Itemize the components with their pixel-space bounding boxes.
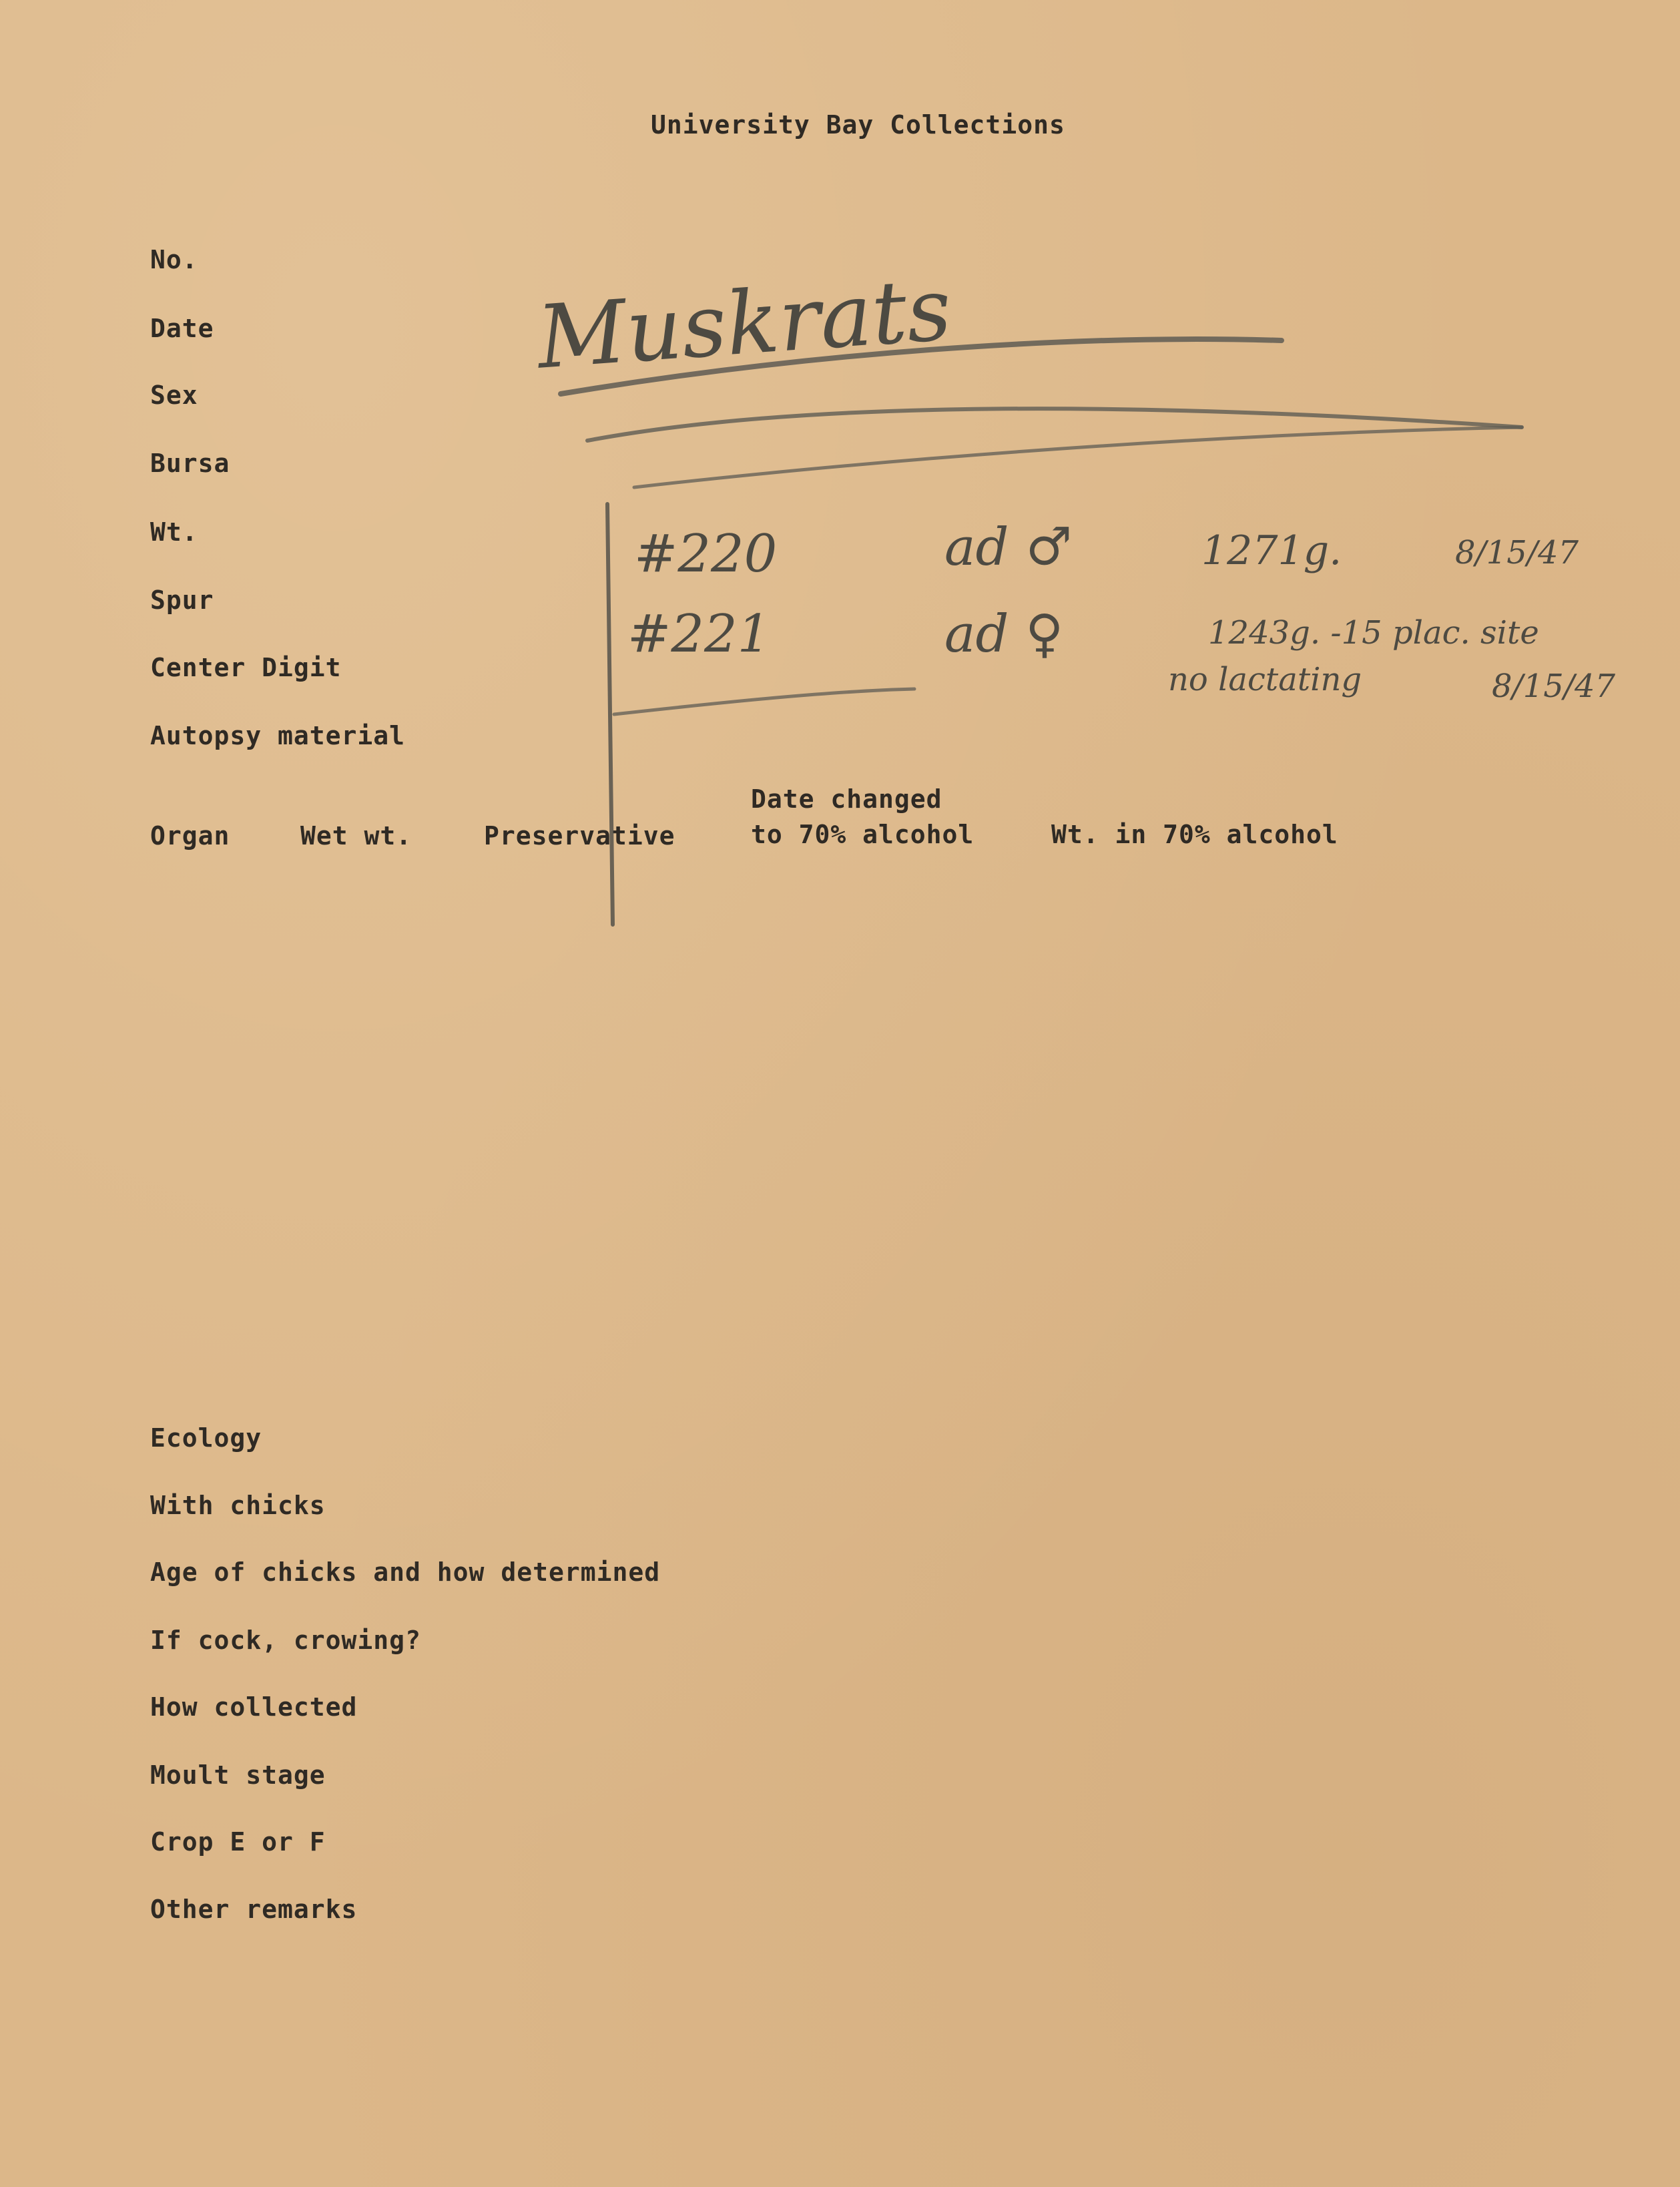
entry-1-number: #220 — [634, 524, 778, 584]
handwritten-title: Muskrats — [534, 258, 955, 389]
field-center-digit-label: Center Digit — [150, 653, 342, 682]
field-date-label: Date — [150, 314, 214, 343]
entry-2-date: 8/15/47 — [1492, 668, 1616, 705]
entry-2-number: #221 — [627, 604, 771, 664]
with-chicks-label: With chicks — [150, 1491, 326, 1520]
entry-1-age-sex: ad ♂ — [944, 517, 1073, 577]
entry-2-age-sex: ad ♀ — [944, 604, 1064, 664]
column-wet-wt: Wet wt. — [300, 821, 412, 850]
field-no-label: No. — [150, 245, 198, 274]
sheet-title: University Bay Collections — [651, 110, 1065, 140]
column-date-changed: Date changed — [751, 784, 942, 814]
field-spur-label: Spur — [150, 585, 214, 615]
if-cock-label: If cock, crowing? — [150, 1626, 421, 1655]
field-wt-label: Wt. — [150, 517, 198, 547]
ecology-label: Ecology — [150, 1423, 262, 1453]
how-collected-label: How collected — [150, 1692, 358, 1722]
column-preservative: Preservative — [484, 821, 675, 850]
field-sex-label: Sex — [150, 381, 198, 410]
other-remarks-label: Other remarks — [150, 1895, 358, 1924]
column-organ: Organ — [150, 821, 230, 850]
moult-stage-label: Moult stage — [150, 1760, 326, 1790]
field-bursa-label: Bursa — [150, 449, 230, 478]
entry-1-weight: 1271g. — [1201, 527, 1342, 574]
entry-2-note: no lactating — [1168, 661, 1362, 698]
entry-2-weight: 1243g. -15 plac. site — [1208, 614, 1539, 652]
column-wt-in-alcohol: Wt. in 70% alcohol — [1051, 820, 1338, 849]
crop-label: Crop E or F — [150, 1827, 326, 1857]
column-date-changed-sub: to 70% alcohol — [751, 820, 974, 849]
age-of-chicks-label: Age of chicks and how determined — [150, 1557, 661, 1587]
field-autopsy-material-label: Autopsy material — [150, 721, 406, 750]
entry-1-date: 8/15/47 — [1455, 534, 1579, 571]
